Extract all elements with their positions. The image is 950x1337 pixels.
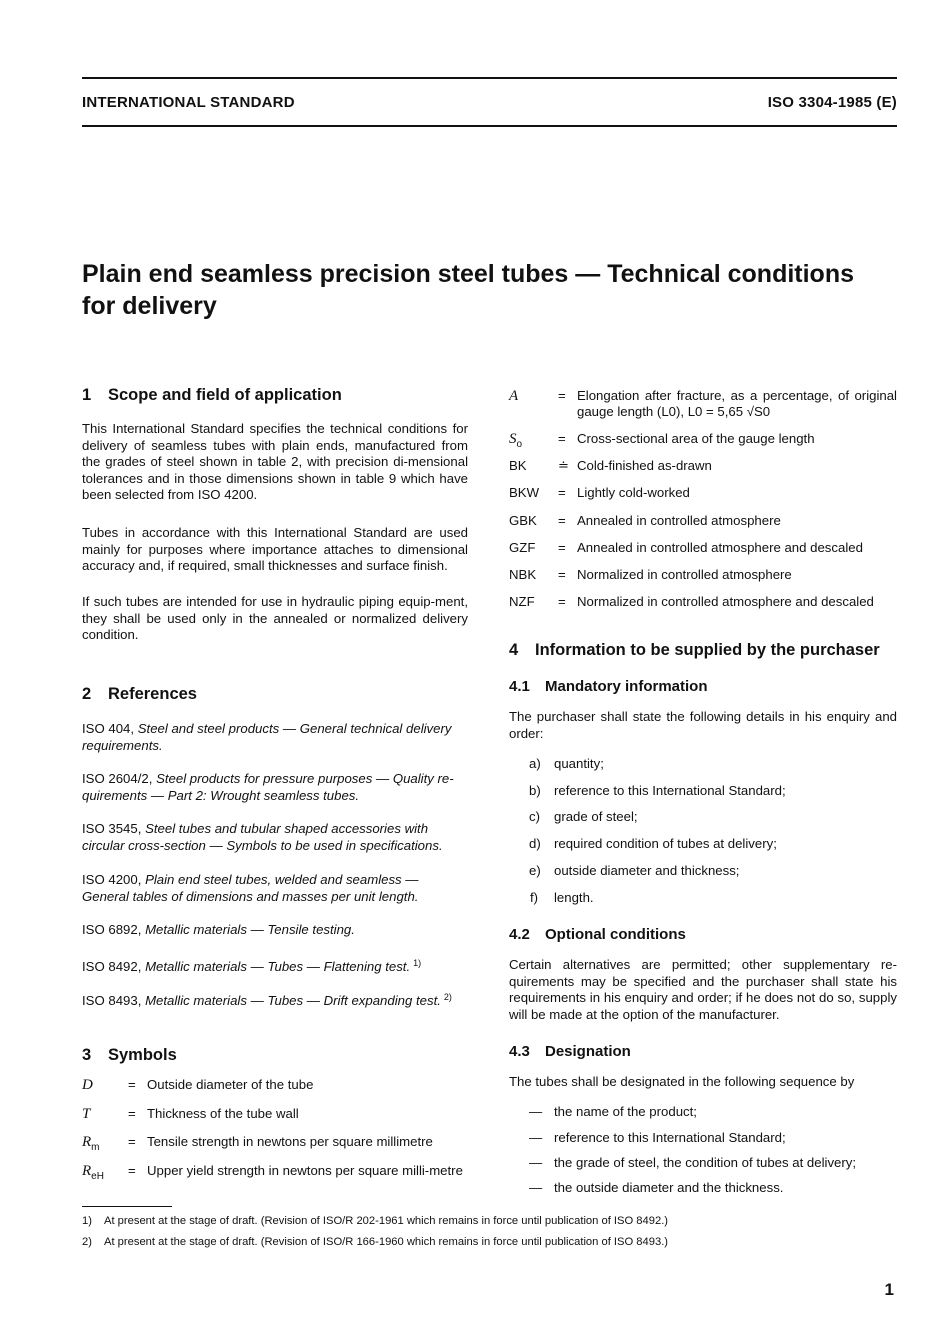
section-1-title: Scope and field of application	[108, 386, 342, 404]
list-text: quantity;	[554, 756, 604, 771]
symbol-equals: =	[128, 1134, 136, 1149]
section-4-1-intro: The purchaser shall state the following details in his enquiry and order:	[509, 709, 897, 741]
header-top-rule	[82, 77, 897, 79]
symbol: T	[82, 1106, 91, 1122]
section-4-heading	[509, 641, 880, 660]
reference-title: Plain end steel tubes, welded and seamless — General tables of dimensions and masses per unit length.	[82, 872, 419, 904]
symbol-equals: ≐	[558, 458, 570, 473]
reference-title: Metallic materials — Tubes — Flattening test.	[145, 959, 411, 974]
symbol-description: Cold-finished as-drawn	[577, 458, 712, 473]
reference-title: Metallic materials — Tensile testing.	[145, 922, 355, 937]
reference-item	[82, 821, 468, 854]
symbol-row	[509, 485, 897, 503]
symbol-description: Normalized in controlled atmosphere and descaled	[577, 594, 874, 609]
list-text: the outside diameter and the thickness.	[554, 1180, 784, 1195]
page-number: 1	[884, 1280, 894, 1299]
list-marker: e)	[529, 863, 541, 878]
reference-title: Steel tubes and tubular shaped accessories with circular cross-section — Symbols to be used in specifications.	[82, 821, 443, 853]
list-marker: f)	[530, 890, 539, 905]
section-4-3-heading	[509, 1043, 631, 1060]
symbol-letter: R	[82, 1163, 92, 1179]
mandatory-list	[529, 756, 897, 906]
reference-item	[82, 922, 468, 939]
symbol-row	[509, 388, 897, 422]
symbol: NZF	[509, 594, 535, 609]
reference-code: ISO 4200,	[82, 872, 142, 887]
symbol-description: Tensile strength in newtons per square millimetre	[147, 1134, 433, 1149]
symbol-row	[82, 1106, 468, 1124]
section-1-paragraph-2: Tubes in accordance with this International Standard are used mainly for purposes where importance attaches to dimensional accuracy and, if required, small thicknesses and surface finish.	[82, 525, 468, 574]
symbol-description: Annealed in controlled atmosphere	[577, 513, 781, 528]
symbol-description: Thickness of the tube wall	[147, 1106, 299, 1121]
section-2-heading	[82, 685, 197, 704]
symbol	[82, 1134, 100, 1156]
footnote	[82, 1215, 668, 1227]
footnote-mark: 1)	[82, 1215, 92, 1227]
symbol-description: Lightly cold-worked	[577, 485, 690, 500]
symbol-row	[509, 594, 897, 612]
list-text: length.	[554, 890, 594, 905]
list-text: the name of the product;	[554, 1104, 697, 1119]
footnote-separator	[82, 1206, 172, 1207]
header-standard-number: ISO 3304-1985 (E)	[767, 94, 897, 111]
list-text: the grade of steel, the condition of tubes at delivery;	[554, 1155, 857, 1170]
symbol-letter: S	[509, 431, 517, 447]
footnote	[82, 1236, 668, 1248]
symbol-equals: =	[128, 1163, 136, 1178]
footnote-mark: 2)	[82, 1236, 92, 1248]
footnote-text: At present at the stage of draft. (Revision of ISO/R 166-1960 which remains in force until publication of ISO 8493.)	[104, 1236, 669, 1248]
symbol-description: Annealed in controlled atmosphere and descaled	[577, 540, 863, 555]
section-2-number: 2	[82, 685, 92, 703]
symbol-description: Upper yield strength in newtons per square milli-metre	[147, 1163, 463, 1178]
section-4-2-heading	[509, 926, 686, 943]
section-4-1-number: 4.1	[509, 678, 530, 695]
symbol: BKW	[509, 485, 540, 500]
symbol-description: Normalized in controlled atmosphere	[577, 567, 792, 582]
list-marker: d)	[529, 836, 541, 851]
symbol: A	[509, 388, 519, 404]
symbol-equals: =	[558, 594, 566, 609]
section-4-1-title: Mandatory information	[545, 678, 708, 695]
section-4-2-title: Optional conditions	[545, 926, 686, 943]
list-text: reference to this International Standard;	[554, 783, 786, 798]
reference-title: Steel products for pressure purposes — Quality re-quirements — Part 2: Wrought seamless tubes.	[82, 771, 454, 803]
list-marker: a)	[529, 756, 541, 771]
section-4-2-text: Certain alternatives are permitted; other supplementary re-quirements may be specified and the purchaser shall state his requirements in his enquiry and order; if he does not do so, supply will be made at the option of the manufacturer.	[509, 957, 897, 1022]
dash-marker: —	[529, 1130, 543, 1145]
reference-code: ISO 8493,	[82, 993, 142, 1008]
section-3-heading	[82, 1046, 177, 1065]
section-4-3-intro: The tubes shall be designated in the following sequence by	[509, 1074, 855, 1089]
section-2-title: References	[108, 685, 197, 703]
symbol-description: Outside diameter of the tube	[147, 1077, 314, 1092]
reference-title: Metallic materials — Tubes — Drift expanding test.	[145, 993, 441, 1008]
section-3-title: Symbols	[108, 1046, 177, 1064]
reference-code: ISO 2604/2,	[82, 771, 153, 786]
reference-code: ISO 8492,	[82, 959, 142, 974]
symbol: GZF	[509, 540, 536, 555]
symbol-description: Elongation after fracture, as a percentage, of original gauge length (L0), L0 = 5,65 √S0	[577, 388, 897, 419]
header-left-label: INTERNATIONAL STANDARD	[82, 94, 295, 111]
symbol-equals: =	[558, 567, 566, 582]
symbol-row	[509, 567, 897, 585]
symbol-row	[509, 458, 897, 476]
list-marker: b)	[529, 783, 541, 798]
list-marker: c)	[529, 809, 540, 824]
symbol	[509, 431, 522, 453]
symbol: D	[82, 1077, 93, 1093]
symbol-subscript: eH	[91, 1171, 104, 1182]
reference-code: ISO 6892,	[82, 922, 142, 937]
symbol-row	[82, 1134, 468, 1154]
reference-item	[82, 872, 468, 905]
symbol-row	[509, 540, 897, 558]
symbol-row	[509, 431, 897, 451]
section-4-3-title: Designation	[545, 1043, 631, 1060]
reference-title: Steel and steel products — General technical delivery requirements.	[82, 721, 452, 753]
symbol-letter: R	[82, 1134, 92, 1150]
list-text: outside diameter and thickness;	[554, 863, 740, 878]
symbol: NBK	[509, 567, 537, 582]
reference-item	[82, 721, 468, 754]
symbol-equals: =	[558, 388, 566, 403]
list-text: grade of steel;	[554, 809, 638, 824]
section-1-number: 1	[82, 386, 92, 404]
section-1-paragraph-1: This International Standard specifies the technical conditions for delivery of seamless tubes with plain ends, manufactured from the grades of steel shown in table 2, with precision di-mensional tolerances and in those dimensions shown in table 9 which have been selected from ISO 4200.	[82, 421, 468, 503]
footnote-marker: 2)	[443, 992, 452, 1002]
symbol-equals: =	[558, 540, 566, 555]
section-3-number: 3	[82, 1046, 92, 1064]
section-4-title: Information to be supplied by the purchaser	[535, 641, 880, 659]
header-bottom-rule	[82, 125, 897, 127]
symbol: GBK	[509, 513, 537, 528]
section-4-3-number: 4.3	[509, 1043, 530, 1060]
dash-marker: —	[529, 1180, 543, 1195]
reference-item	[82, 955, 468, 976]
footnote-text: At present at the stage of draft. (Revision of ISO/R 202-1961 which remains in force until publication of ISO 8492.)	[104, 1215, 669, 1227]
symbol-row	[82, 1163, 468, 1197]
symbol-description: Cross-sectional area of the gauge length	[577, 431, 815, 446]
document-title: Plain end seamless precision steel tubes — Technical conditions for delivery	[82, 260, 854, 320]
reference-code: ISO 3545,	[82, 821, 142, 836]
symbol-equals: =	[558, 513, 566, 528]
dash-marker: —	[529, 1155, 543, 1170]
dash-marker: —	[529, 1104, 543, 1119]
symbol-row	[82, 1077, 468, 1095]
symbol-equals: =	[558, 485, 566, 500]
footnote-marker: 1)	[413, 958, 422, 968]
symbol-equals: =	[128, 1106, 136, 1121]
list-text: required condition of tubes at delivery;	[554, 836, 777, 851]
symbol-equals: =	[558, 431, 566, 446]
symbol	[82, 1163, 104, 1185]
section-4-2-number: 4.2	[509, 926, 530, 943]
reference-item	[82, 771, 468, 804]
section-1-heading	[82, 386, 342, 405]
section-1-paragraph-3: If such tubes are intended for use in hydraulic piping equip-ment, they shall be used only in the annealed or normalized delivery condition.	[82, 594, 468, 643]
section-4-number: 4	[509, 641, 519, 659]
reference-code: ISO 404,	[82, 721, 135, 736]
symbol-subscript: m	[91, 1142, 100, 1153]
symbol-row	[509, 513, 897, 531]
reference-item	[82, 989, 468, 1010]
section-4-1-heading	[509, 678, 708, 695]
symbol-equals: =	[128, 1077, 136, 1092]
designation-list	[529, 1104, 897, 1200]
symbol-subscript: o	[516, 439, 523, 450]
list-text: reference to this International Standard;	[554, 1130, 786, 1145]
symbol: BK	[509, 458, 527, 473]
